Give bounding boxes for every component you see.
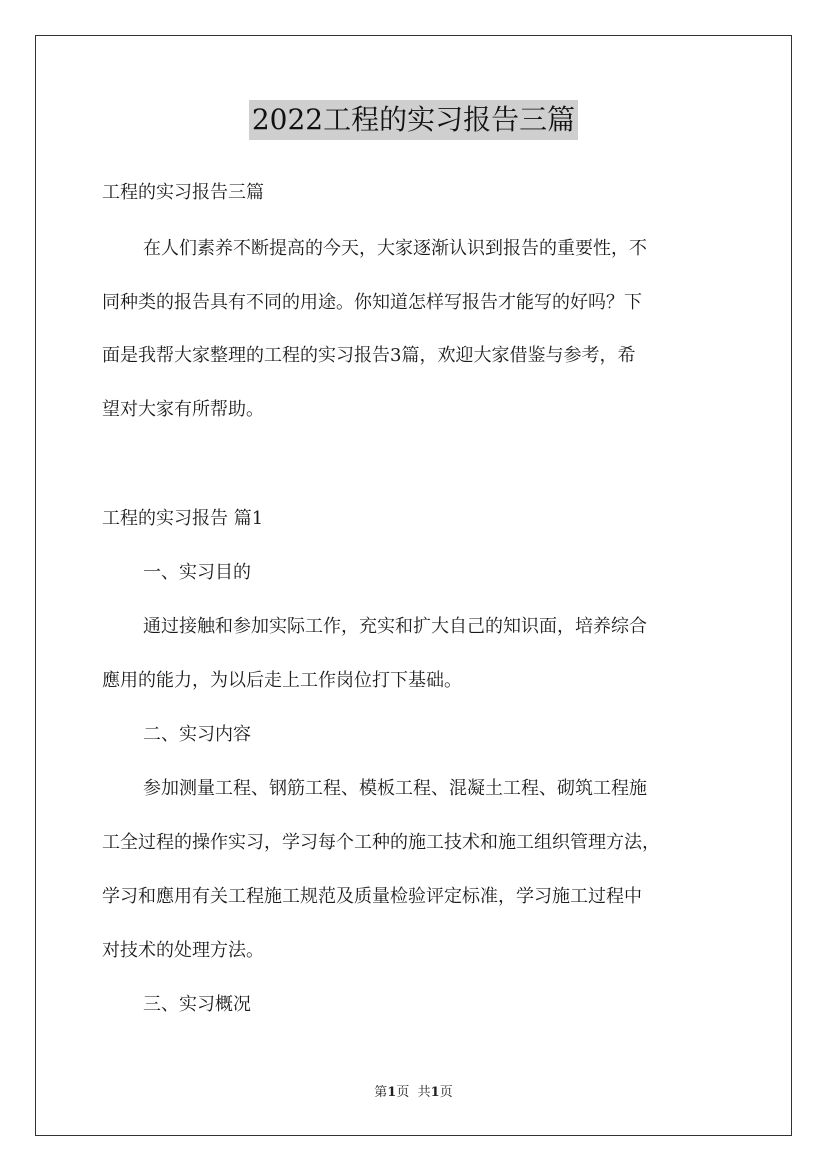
paragraph-line: 学习和應用有关工程施工规范及质量检验评定标准，学习施工过程中 [102, 886, 642, 907]
paragraph-line: 通过接触和参加实际工作，充实和扩大自己的知识面，培养综合 [143, 616, 647, 637]
paragraph-line: 面是我帮大家整理的工程的实习报告3篇，欢迎大家借鉴与参考，希 [102, 345, 636, 366]
total-suffix: 页 [439, 1085, 453, 1100]
subsection-heading: 三、实习概况 [143, 994, 251, 1015]
paragraph-line: 对技术的处理方法。 [102, 940, 264, 961]
paragraph-line: 工全过程的操作实习，学习每个工种的施工技术和施工组织管理方法， [102, 832, 660, 853]
subsection-heading: 一、实习目的 [143, 562, 251, 583]
page-suffix: 页 [396, 1085, 410, 1100]
page-number: 1 [387, 1085, 397, 1100]
page-footer [0, 1084, 827, 1102]
total-pages: 1 [430, 1085, 440, 1100]
title-container [0, 100, 827, 140]
section-heading: 工程的实习报告三篇 [102, 182, 264, 203]
paragraph-line: 應用的能力，为以后走上工作岗位打下基础。 [102, 670, 462, 691]
paragraph-line: 在人们素养不断提高的今天，大家逐渐认识到报告的重要性，不 [143, 238, 647, 259]
paragraph-line: 同种类的报告具有不同的用途。你知道怎样写报告才能写的好吗？下 [102, 292, 642, 313]
document-title: 2022工程的实习报告三篇 [249, 100, 578, 140]
paragraph-line: 参加测量工程、钢筋工程、模板工程、混凝土工程、砌筑工程施 [143, 778, 647, 799]
section-heading: 工程的实习报告 篇1 [102, 508, 264, 529]
total-prefix: 共 [417, 1085, 431, 1100]
subsection-heading: 二、实习内容 [143, 724, 251, 745]
page-prefix: 第 [374, 1085, 388, 1100]
paragraph-line: 望对大家有所帮助。 [102, 399, 264, 420]
